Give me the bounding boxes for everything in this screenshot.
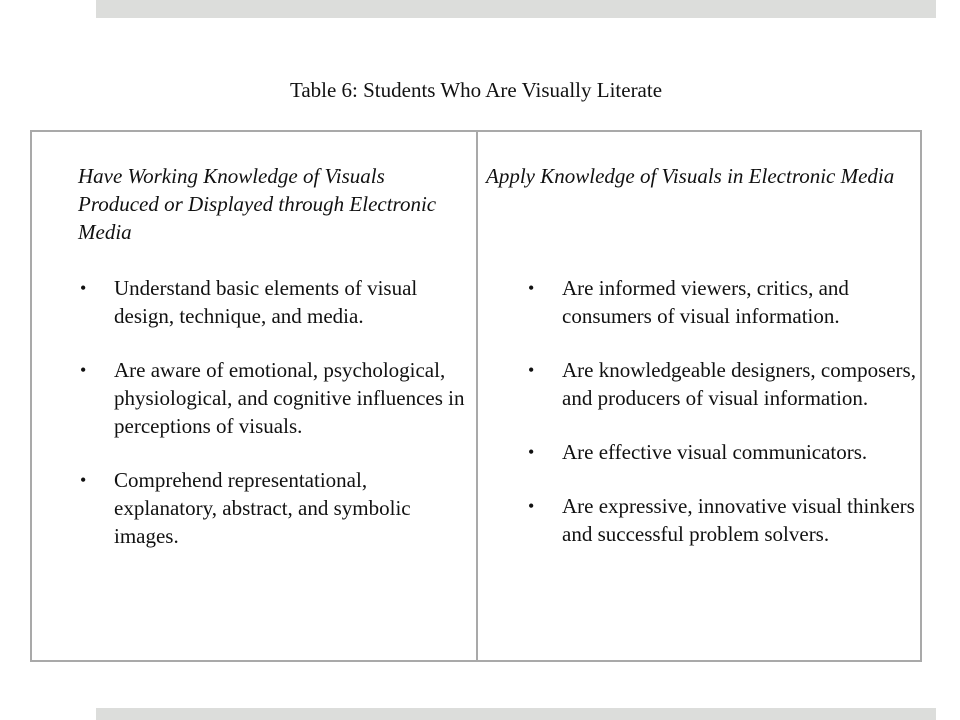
bullet-icon: •	[80, 470, 87, 490]
list-item-text: Are informed viewers, critics, and consumers of visual information.	[562, 276, 849, 328]
bullet-icon: •	[80, 360, 87, 380]
table-column-right	[478, 132, 920, 660]
bullet-icon: •	[528, 360, 535, 380]
column-heading-left: Have Working Knowledge of Visuals Produced or Displayed through Electronic Media	[78, 164, 437, 244]
slide-top-bar	[96, 0, 936, 18]
list-item	[526, 492, 926, 548]
list-item	[526, 438, 926, 466]
table-title	[0, 76, 960, 104]
list-item-text: Are effective visual communicators.	[562, 440, 868, 464]
list-item	[526, 274, 926, 330]
list-item-text: Are aware of emotional, psychological, physiological, and cognitive influences in perceptions of visuals.	[114, 358, 465, 438]
bullet-icon: •	[80, 278, 87, 298]
bullet-list-right	[526, 274, 926, 574]
table-column-left	[32, 132, 478, 660]
bullet-icon: •	[528, 442, 535, 462]
table	[30, 130, 922, 662]
list-item-text: Understand basic elements of visual design, technique, and media.	[114, 276, 418, 328]
list-item	[78, 466, 473, 550]
bullet-list-left	[78, 274, 473, 576]
bullet-icon: •	[528, 496, 535, 516]
list-item-text: Are knowledgeable designers, composers, and producers of visual information.	[562, 358, 916, 410]
list-item-text: Comprehend representational, explanatory, abstract, and symbolic images.	[114, 468, 411, 548]
list-item	[78, 274, 473, 330]
list-item	[526, 356, 926, 412]
table-title-text: Table 6: Students Who Are Visually Literate	[289, 78, 663, 102]
list-item-text: Are expressive, innovative visual thinkers and successful problem solvers.	[562, 494, 915, 546]
bullet-icon: •	[528, 278, 535, 298]
column-heading-right: Apply Knowledge of Visuals in Electronic Media	[486, 164, 895, 188]
list-item	[78, 356, 473, 440]
slide-bottom-bar	[96, 708, 936, 720]
